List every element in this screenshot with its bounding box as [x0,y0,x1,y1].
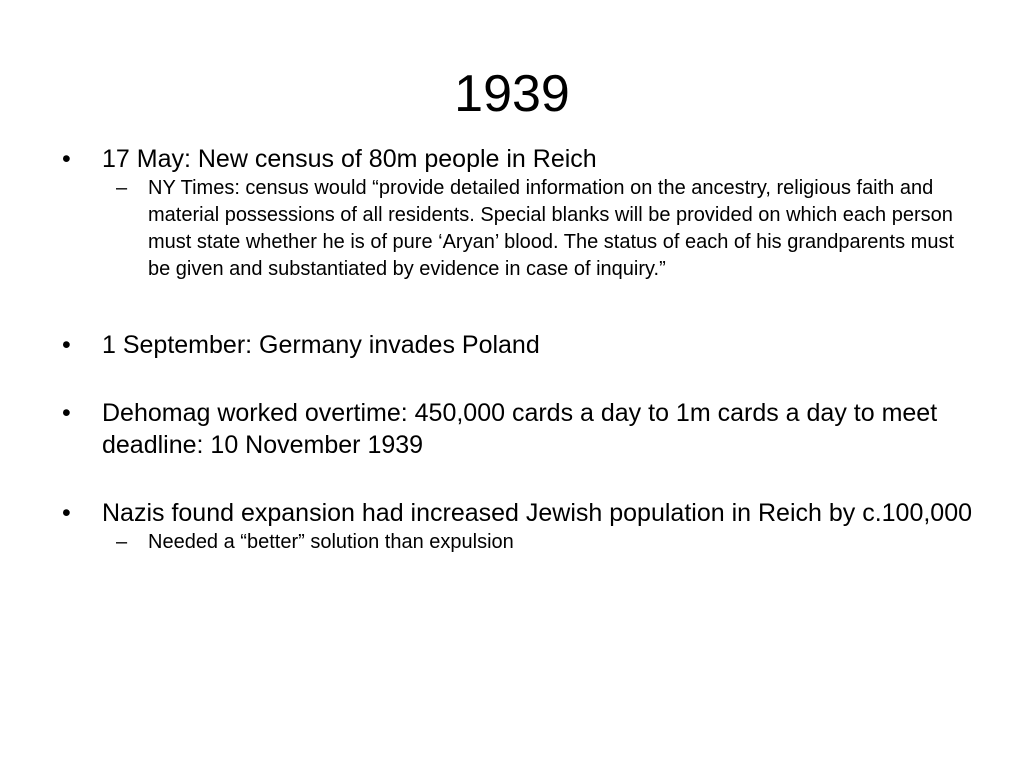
bullet-item [62,329,972,361]
bullet-text: Nazis found expansion had increased Jewish population in Reich by c.100,000 [102,499,973,527]
dash-icon: – [116,177,128,199]
bullet-icon: • [62,331,71,359]
sub-bullet-text: NY Times: census would “provide detailed information on the ancestry, religious faith and material possessions of all residents. Special blanks will be provided on which each person must state whether he is of pure ‘Aryan’ blood. The status of each of his grandparents must be given and substantiated by evidence in case of inquiry.” [148,177,954,280]
bullet-item [62,143,972,175]
sub-bullet-item [62,175,972,283]
bullet-icon: • [62,145,71,173]
sub-bullet-text: Needed a “better” solution than expulsion [148,531,514,553]
bullet-item [62,497,972,529]
bullet-item [62,397,972,461]
bullet-icon: • [62,499,71,527]
slide-title: 1939 [454,65,570,123]
bullet-text: 17 May: New census of 80m people in Reich [102,145,597,173]
dash-icon: – [116,531,128,553]
bullet-text: 1 September: Germany invades Poland [102,331,540,359]
slide-body [62,143,972,556]
sub-bullet-item [62,529,972,556]
bullet-icon: • [62,399,71,427]
bullet-text: Dehomag worked overtime: 450,000 cards a day to 1m cards a day to meet deadline: 10 November 1939 [102,399,938,459]
